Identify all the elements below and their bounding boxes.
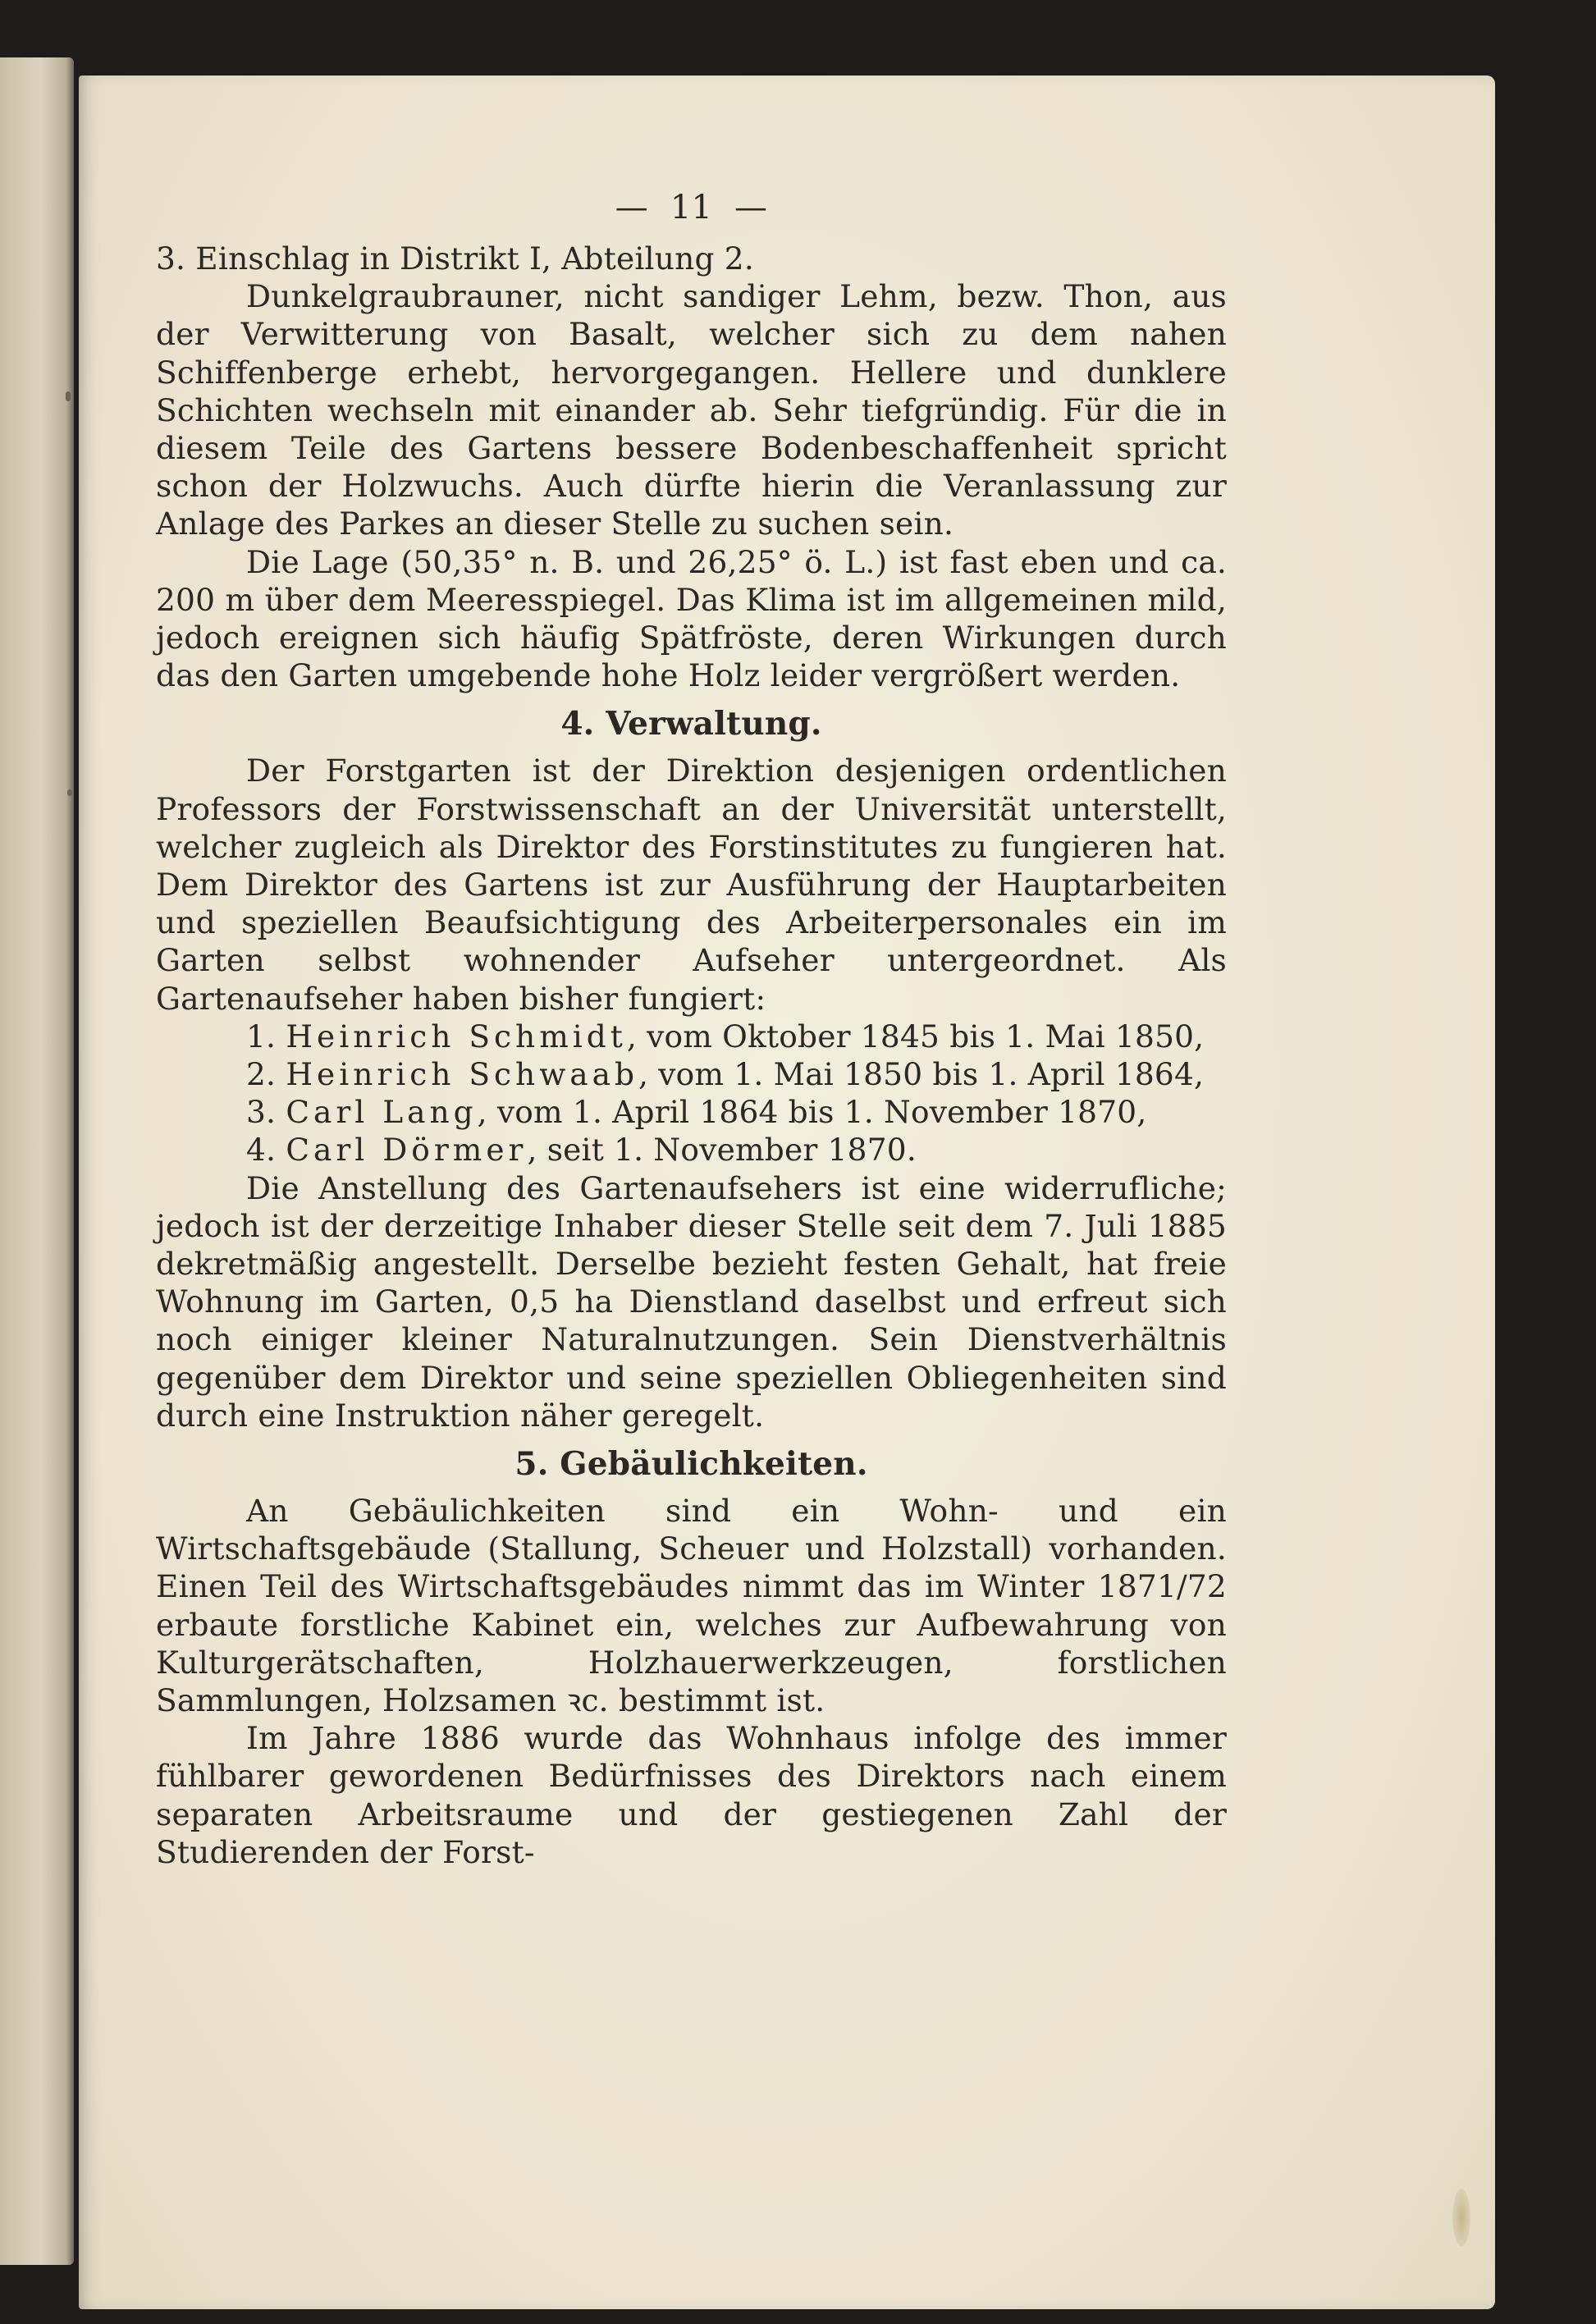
- section-5-heading: 5. Gebäulichkeiten.: [514, 1445, 868, 1484]
- supervisor-name: Heinrich Schwaab: [286, 1056, 639, 1093]
- list-item: [156, 1055, 1227, 1093]
- left-page-edge: [0, 57, 74, 2265]
- list-item-number: 1.: [246, 1018, 277, 1054]
- list-item-number: 4.: [246, 1132, 277, 1169]
- section-4-paragraph-appointment: Die Anstellung des Gartenaufsehers ist eine widerrufliche; jedoch ist der derzeitige Inhaber dieser Stelle seit dem 7. Juli 1885 dekretmäßig angestellt. Derselbe bezieht festen Gehalt, hat freie Wohnung im Garten, 0,5 ha Dienstland daselbst und erfreut sich noch einiger kleiner Naturalnutzungen. Sein Dienstverhältnis gegenüber dem Direktor und seine speziellen Obliegenheiten sind durch eine Instruktion näher geregelt.: [156, 1169, 1227, 1434]
- page-number: — 11 —: [615, 189, 768, 226]
- section-5-paragraph-house: Im Jahre 1886 wurde das Wohnhaus infolge des immer fühlbarer gewordenen Bedürfnisses des Direktors nach einem separaten Arbeitsraume und der gestiegenen Zahl der Studierenden der Forst-: [156, 1720, 1227, 1870]
- list-item: [156, 1093, 1227, 1131]
- gutter-mark: [66, 391, 71, 401]
- supervisor-period: , vom 1. April 1864 bis 1. November 1870,: [477, 1094, 1147, 1131]
- paper-stain: [1452, 2189, 1470, 2246]
- section-3-paragraph-soil: Dunkelgraubrauner, nicht sandiger Lehm, bezw. Thon, aus der Verwitterung von Basalt, welcher sich zu dem nahen Schiffenberge erhebt, hervorgegangen. Hellere und dunklere Schichten wechseln mit einander ab. Sehr tiefgründig. Für die in diesem Teile des Gartens bessere Bodenbeschaffenheit spricht schon der Holzwuchs. Auch dürfte hierin die Veranlassung zur Anlage des Parkes an dieser Stelle zu suchen sein.: [156, 278, 1227, 542]
- supervisor-name: Carl Dörmer: [286, 1132, 528, 1169]
- supervisor-name: Carl Lang: [286, 1094, 478, 1131]
- list-item-number: 3.: [246, 1094, 277, 1131]
- section-3-heading: 3. Einschlag in Distrikt I, Abteilung 2.: [156, 240, 754, 277]
- list-item-number: 2.: [246, 1056, 277, 1093]
- supervisor-period: , seit 1. November 1870.: [527, 1132, 917, 1169]
- list-item: [156, 1018, 1227, 1055]
- gutter-mark: [67, 789, 72, 796]
- section-3-paragraph-location: Die Lage (50,35° n. B. und 26,25° ö. L.) ist fast eben und ca. 200 m über dem Meeresspiegel. Das Klima ist im allgemeinen mild, jedoch ereignen sich häufig Spätfröste, deren Wirkungen durch das den Garten umgebende hohe Holz leider vergrößert werden.: [156, 543, 1227, 694]
- supervisor-period: , vom 1. Mai 1850 bis 1. April 1864,: [638, 1056, 1205, 1093]
- supervisor-period: , vom Oktober 1845 bis 1. Mai 1850,: [626, 1018, 1205, 1054]
- section-4-heading: 4. Verwaltung.: [560, 705, 822, 743]
- section-5-paragraph-buildings: An Gebäulichkeiten sind ein Wohn- und ein Wirtschaftsgebäude (Stallung, Scheuer und Holzstall) vorhanden. Einen Teil des Wirtschaftsgebäudes nimmt das im Winter 1871/72 erbaute forstliche Kabinet ein, welches zur Aufbewahrung von Kulturgerätschaften, Holzhauerwerkzeugen, forstlichen Sammlungen, Holzsamen ꝛc. bestimmt ist.: [156, 1493, 1227, 1719]
- section-4-paragraph-administration: Der Forstgarten ist der Direktion desjenigen ordentlichen Professors der Forstwissenschaft an der Universität unterstellt, welcher zugleich als Direktor des Forstinstitutes zu fungieren hat. Dem Direktor des Gartens ist zur Ausführung der Hauptarbeiten und speziellen Beaufsichtigung des Arbeiterpersonales ein im Garten selbst wohnender Aufseher untergeordnet. Als Gartenaufseher haben bisher fungiert:: [156, 753, 1227, 1017]
- supervisor-list: [156, 1018, 1227, 1169]
- supervisor-name: Heinrich Schmidt: [286, 1018, 627, 1054]
- list-item: [156, 1131, 1227, 1169]
- page-content: [156, 179, 1227, 1871]
